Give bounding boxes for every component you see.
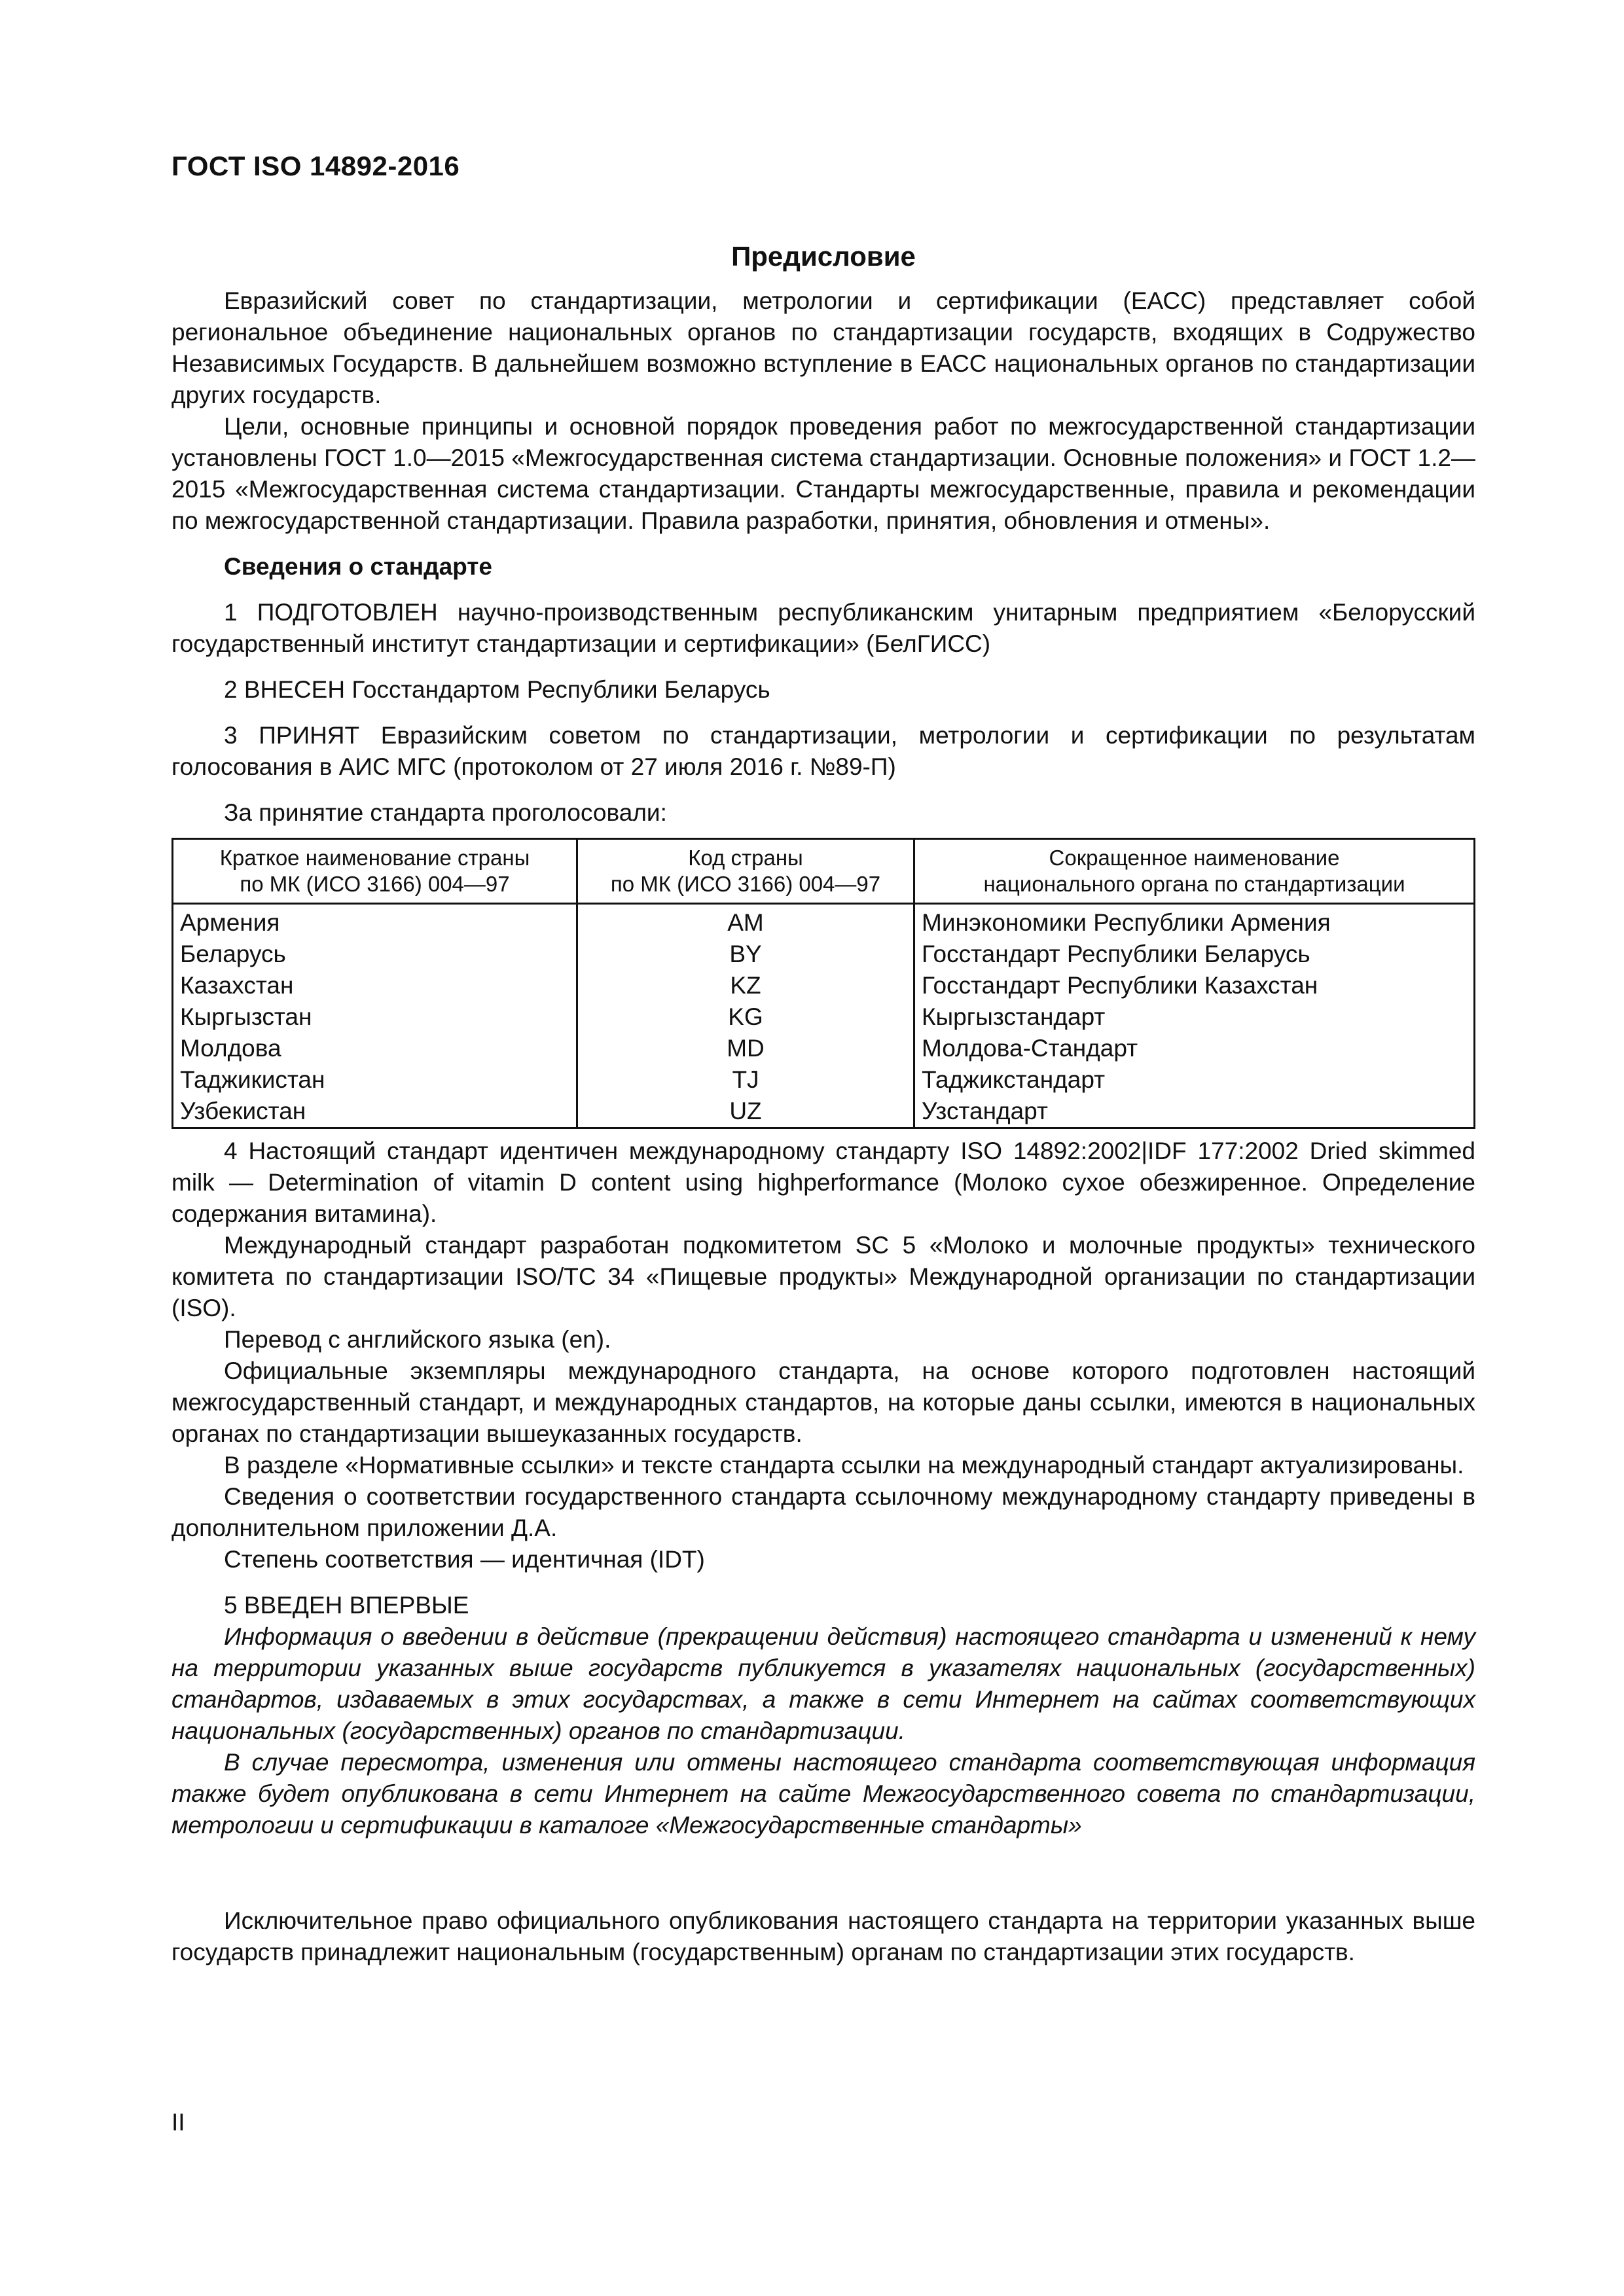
- intro-paragraph-2: Цели, основные принципы и основной порядок проведения работ по межгосударственной стандартизации установлены ГОСТ 1.0—2015 «Межгосударственная система стандартизации. Основные положения» и ГОСТ 1.2—2015 «Межгосударственная система стандартизации. Стандарты межгосударственные, правила и рекомендации по межгосударственной стандартизации. Правила разработки, принятия, обновления и отмены».: [171, 413, 1475, 534]
- body-cell: Кыргызстандарт: [914, 1001, 1475, 1033]
- table-header-country: Краткое наименование страны по МК (ИСО 3166) 004—97: [173, 839, 577, 904]
- document-header: ГОСТ ISO 14892-2016: [171, 151, 460, 181]
- body-cell: Молдова-Стандарт: [914, 1033, 1475, 1064]
- table-row: [173, 970, 1475, 1001]
- country-cell: Узбекистан: [173, 1096, 577, 1128]
- country-cell: Армения: [173, 904, 577, 939]
- body-cell: Узстандарт: [914, 1096, 1475, 1128]
- country-cell: Беларусь: [173, 939, 577, 970]
- table-row: [173, 939, 1475, 970]
- intro-paragraph-1: Евразийский совет по стандартизации, метрологии и сертификации (ЕАСС) представляет собой региональное объединение национальных органов по стандартизации государств, входящих в Содружество Независимых Государств. В дальнейшем возможно вступление в ЕАСС национальных органов по стандартизации других государств.: [171, 287, 1475, 408]
- body-cell: Госстандарт Республики Беларусь: [914, 939, 1475, 970]
- item-3-adopted: 3 ПРИНЯТ Евразийским советом по стандартизации, метрологии и сертификации по результатам голосования в АИС МГС (протоколом от 27 июля 2016 г. №89-П): [171, 722, 1475, 780]
- body-cell: Минэкономики Республики Армения: [914, 904, 1475, 939]
- document-page: [171, 151, 1475, 1968]
- italic-note-1: Информация о введении в действие (прекращении действия) настоящего стандарта и изменений к нему на территории указанных выше государств публикуется в указателях национальных (государственных) стандартов, издаваемых в этих государствах, а также в сети Интернет на сайтах соответствующих национальных (государственных) органов по стандартизации.: [171, 1623, 1475, 1744]
- item-4-subcommittee: Международный стандарт разработан подкомитетом SC 5 «Молоко и молочные продукты» технического комитета по стандартизации ISO/TC 34 «Пищевые продукты» Международной организации по стандартизации (ISO).: [171, 1232, 1475, 1321]
- info-heading: Сведения о стандарте: [224, 553, 492, 580]
- table-row: [173, 904, 1475, 939]
- code-cell: UZ: [577, 1096, 914, 1128]
- item-4-official-copies: Официальные экземпляры международного стандарта, на основе которого подготовлен настоящий межгосударственный стандарт, и международных стандартов, на которые даны ссылки, имеются в национальных органах по стандартизации вышеуказанных государств.: [171, 1357, 1475, 1447]
- vote-caption: За принятие стандарта проголосовали:: [224, 799, 667, 826]
- table-header-row: [173, 839, 1475, 904]
- italic-note-2: В случае пересмотра, изменения или отмены настоящего стандарта соответствующая информация также будет опубликована в сети Интернет на сайте Межгосударственного совета по стандартизации, метрологии и сертификации в каталоге «Межгосударственные стандарты»: [171, 1749, 1475, 1839]
- page-number: II: [171, 2109, 185, 2136]
- table-row: [173, 1064, 1475, 1096]
- item-2-submitted: 2 ВНЕСЕН Госстандартом Республики Беларусь: [224, 676, 770, 703]
- body-cell: Таджикстандарт: [914, 1064, 1475, 1096]
- country-cell: Молдова: [173, 1033, 577, 1064]
- table-header-body: Сокращенное наименование национального органа по стандартизации: [914, 839, 1475, 904]
- code-cell: KG: [577, 1001, 914, 1033]
- country-cell: Таджикистан: [173, 1064, 577, 1096]
- body-cell: Госстандарт Республики Казахстан: [914, 970, 1475, 1001]
- item-5-introduced: 5 ВВЕДЕН ВПЕРВЫЕ: [224, 1592, 469, 1619]
- section-title: Предисловие: [731, 241, 916, 272]
- table-header-code: Код страны по МК (ИСО 3166) 004—97: [577, 839, 914, 904]
- table-row: [173, 1096, 1475, 1128]
- voting-table: [171, 838, 1475, 1129]
- code-cell: KZ: [577, 970, 914, 1001]
- item-4-degree: Степень соответствия — идентичная (IDT): [224, 1546, 705, 1573]
- item-4-correspondence: Сведения о соответствии государственного стандарта ссылочному международному стандарту приведены в дополнительном приложении Д.А.: [171, 1483, 1475, 1541]
- table-row: [173, 1033, 1475, 1064]
- rights-paragraph: Исключительное право официального опубликования настоящего стандарта на территории указанных выше государств принадлежит национальным (государственным) органам по стандартизации этих государств.: [171, 1907, 1475, 1965]
- item-4-translation: Перевод с английского языка (en).: [224, 1326, 611, 1353]
- country-cell: Казахстан: [173, 970, 577, 1001]
- code-cell: BY: [577, 939, 914, 970]
- item-1-prepared: 1 ПОДГОТОВЛЕН научно-производственным республиканским унитарным предприятием «Белорусский государственный институт стандартизации и сертификации» (БелГИСС): [171, 599, 1475, 657]
- table-row: [173, 1001, 1475, 1033]
- code-cell: TJ: [577, 1064, 914, 1096]
- code-cell: MD: [577, 1033, 914, 1064]
- country-cell: Кыргызстан: [173, 1001, 577, 1033]
- item-4-references: В разделе «Нормативные ссылки» и тексте стандарта ссылки на международный стандарт актуализированы.: [224, 1452, 1464, 1479]
- code-cell: AM: [577, 904, 914, 939]
- item-4-identical: 4 Настоящий стандарт идентичен международному стандарту ISO 14892:2002|IDF 177:2002 Dried skimmed milk — Determination of vitamin D content using highperformance (Молоко сухое обезжиренное. Определение содержания витамина).: [171, 1138, 1475, 1227]
